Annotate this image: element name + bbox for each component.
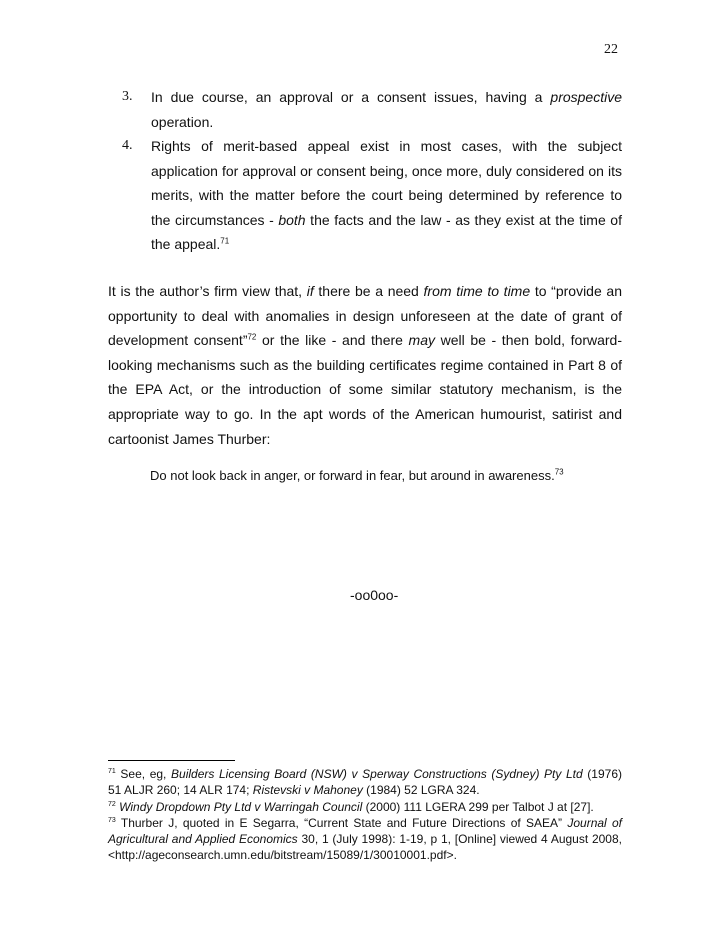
italic-text: Windy Dropdown Pty Ltd v Warringah Council <box>119 799 363 814</box>
text-run: there be a need <box>313 283 424 299</box>
text-run: (2000) 111 LGERA 299 per Talbot J at [27]. <box>362 799 594 814</box>
italic-text: prospective <box>550 89 622 105</box>
text-run: operation. <box>151 113 214 130</box>
italic-text: both <box>278 211 306 228</box>
text-run: to “provide an opportunity to deal with anomalies in design unforeseen at the date of grant of development consent” <box>108 283 622 349</box>
text-run: Thurber J, quoted in E Segarra, “Current State and Future Directions of SAEA” <box>115 815 568 830</box>
italic-text: Builders Licensing Board (NSW) v Sperway Constructions (Sydney) Pty Ltd <box>171 767 583 781</box>
italic-text: from time to time <box>423 283 531 299</box>
footnote-rule <box>108 760 235 761</box>
italic-text: Ristevski v Mahoney <box>252 783 363 798</box>
list-text <box>151 134 622 257</box>
list-number: 4. <box>122 138 133 153</box>
block-quote <box>150 466 620 486</box>
page-number: 22 <box>604 42 618 57</box>
section-separator: -oo0oo- <box>350 587 399 603</box>
text-run: In due course, an approval or a consent issues, having a <box>151 89 551 105</box>
footnote-ref: 72 <box>108 800 116 808</box>
text-run: 30, 1 (July 1998): 1-19, p 1, [Online] viewed 4 August 2008, <http://ageconsearch.umn.edu/bitstream/15089/1/30010001.pdf>. <box>108 832 622 863</box>
footnote-73 <box>108 815 622 864</box>
text-run: well be - then bold, forward-looking mechanisms such as the building certificates regime contained in Part 8 of the EPA Act, or the introduction of some similar statutory mechanism, is the appropriate way to go. In the apt words of the American humourist, satirist and cartoonist James Thurber: <box>108 332 622 447</box>
body-paragraph <box>108 279 622 451</box>
footnote-ref: 73 <box>554 467 564 477</box>
list-number: 3. <box>122 89 133 104</box>
text-run: See, eg, <box>115 767 172 781</box>
footnotes <box>108 766 622 864</box>
text-run: Do not look back in anger, or forward in fear, but around in awareness. <box>150 468 555 483</box>
italic-text: Journal of Agricultural and Applied Economics <box>108 815 623 847</box>
italic-text: if <box>306 283 314 299</box>
text-run: It is the author’s firm view that, <box>108 283 307 299</box>
footnote-ref: 71 <box>220 236 230 246</box>
text-run: Rights of merit-based appeal exist in most cases, with the subject application for approval or consent being, once more, duly considered on its merits, with the matter before the court being determined by reference to the circumstances - <box>151 138 622 228</box>
list-item <box>122 85 622 134</box>
footnote-72 <box>108 799 622 815</box>
footnote-ref: 71 <box>108 768 116 775</box>
footnote-ref: 72 <box>247 332 257 342</box>
text-run: the facts and the law - as they exist at the time of the appeal. <box>151 211 622 252</box>
text-run: (1984) 52 LGRA 324. <box>362 783 480 798</box>
list-text <box>151 85 622 134</box>
list-item <box>122 134 622 257</box>
italic-text: may <box>408 332 435 349</box>
footnote-71 <box>108 766 622 799</box>
text-run: (1976) 51 ALJR 260; 14 ALR 174; <box>108 767 622 798</box>
footnote-ref: 73 <box>108 816 116 824</box>
text-run: or the like - and there <box>256 332 409 349</box>
